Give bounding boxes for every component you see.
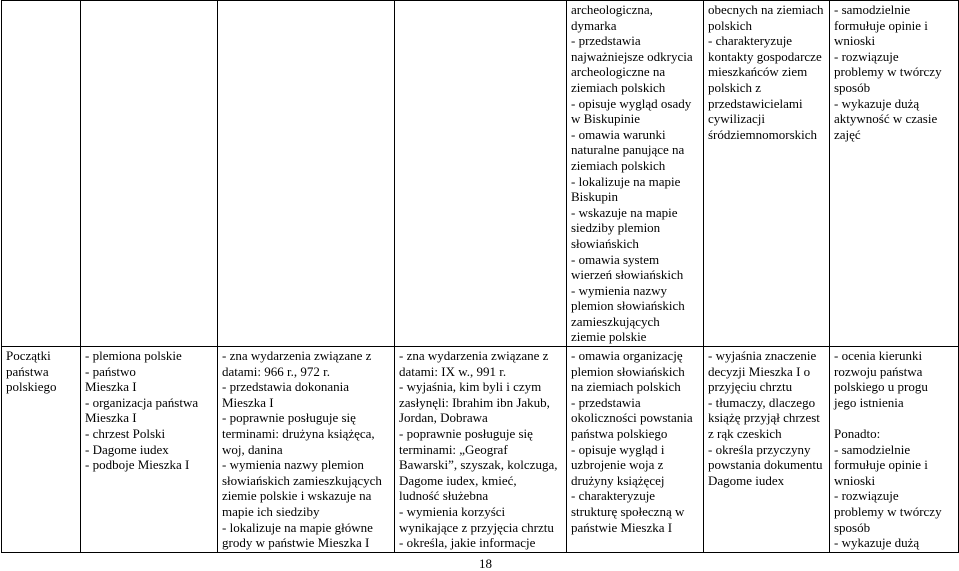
- cell-text-line: terminami: „Geograf: [399, 441, 508, 457]
- cell-text-line: - charakteryzuje: [571, 488, 656, 504]
- cell-text-line: ludność służebna: [399, 488, 489, 504]
- cell-text-line: - omawia warunki: [571, 126, 666, 142]
- page-number: 18: [479, 556, 492, 571]
- table-row: [2, 347, 959, 553]
- cell-text-line: - tłumaczy, dlaczego: [708, 394, 816, 410]
- cell-text-line: dymarka: [571, 17, 617, 33]
- cell-text-line: najważniejsze odkrycia: [571, 48, 693, 64]
- cell-text-line: - przedstawia: [571, 33, 641, 49]
- requirements-cell-celujaca: [830, 347, 959, 553]
- requirements-cell-bardzo-dobra: [704, 347, 830, 553]
- requirements-cell-bardzo-dobra: [704, 1, 830, 347]
- cell-text-line: - wykazuje dużą: [834, 95, 920, 111]
- cell-text-line: - określa, jakie informacje: [399, 535, 536, 551]
- cell-text-line: - zna wydarzenia związane z: [222, 348, 372, 364]
- cell-text-line: Początki: [6, 348, 51, 364]
- requirements-cell-dopuszczajaca: [218, 1, 395, 347]
- cell-text-line: drużyny książęcej: [571, 472, 665, 488]
- cell-text-line: problemy w twórczy: [834, 504, 942, 519]
- cell-text-line: powstania dokumentu: [708, 457, 823, 473]
- cell-text-line: - omawia organizację: [571, 348, 683, 364]
- cell-text-line: plemion słowiańskich: [571, 298, 685, 314]
- cell-text-line: okoliczności powstania: [571, 410, 693, 426]
- cell-text-line: wierzeń słowiańskich: [571, 267, 684, 283]
- cell-text-line: mieszkańców ziem: [708, 64, 808, 80]
- cell-text-line: - opisuje wygląd i: [571, 441, 665, 457]
- cell-text-line: Mieszka I: [222, 394, 274, 410]
- cell-text-line: - chrzest Polski: [85, 426, 166, 442]
- cell-text-line: państwie Mieszka I: [571, 519, 673, 535]
- cell-text-line: polskich z: [708, 79, 762, 95]
- cell-text-line: - wyjaśnia znaczenie: [708, 348, 817, 364]
- cell-text-line: - poprawnie posługuje się: [399, 426, 533, 442]
- cell-text-line: - podboje Mieszka I: [85, 457, 190, 473]
- cell-text-line: obecnych na ziemiach: [708, 2, 824, 17]
- cell-text-line: - wyjaśnia, kim byli i czym: [399, 379, 542, 395]
- cell-text-line: - samodzielnie: [834, 441, 911, 457]
- cell-text-line: - zna wydarzenia związane z: [399, 348, 549, 364]
- cell-text-line: zasłynęli: Ibrahim ibn Jakub,: [399, 394, 550, 410]
- cell-text-line: - poprawnie posługuje się: [222, 410, 356, 426]
- cell-text-line: naturalne panujące na: [571, 142, 685, 158]
- cell-text-line: słowiańskich: [571, 235, 639, 251]
- cell-text-line: mapie ich siedziby: [222, 504, 320, 519]
- cell-text-line: - ocenia kierunki: [834, 348, 923, 364]
- cell-text-line: wnioski: [834, 472, 876, 488]
- cell-text-line: [834, 410, 954, 426]
- cell-text-line: państwa polskiego: [571, 426, 668, 442]
- cell-text-line: terminami: drużyna książęca,: [222, 426, 375, 442]
- cell-text-line: rozwoju państwa: [834, 363, 923, 379]
- cell-text-line: - przedstawia: [571, 394, 641, 410]
- requirements-cell-dobra: [567, 1, 704, 347]
- cell-text-line: zamieszkujących: [571, 313, 660, 329]
- requirements-cell-celujaca: [830, 1, 959, 347]
- topic-cell: [2, 1, 81, 347]
- cell-text-line: - plemiona polskie: [85, 348, 182, 364]
- cell-text-line: - rozwiązuje: [834, 488, 899, 504]
- cell-text-line: ziemiach polskich: [571, 79, 666, 95]
- cell-text-line: problemy w twórczy: [834, 64, 942, 80]
- cell-text-line: - wymienia korzyści: [399, 504, 506, 519]
- cell-text-line: woj, danina: [222, 441, 283, 457]
- cell-text-line: ziemie polskie: [571, 329, 647, 345]
- content-cell: [81, 1, 218, 347]
- cell-text-line: - państwo: [85, 363, 136, 379]
- cell-text-line: formułuje opinie i: [834, 457, 928, 473]
- cell-text-line: - określa przyczyny: [708, 441, 811, 457]
- cell-text-line: śródziemnomorskich: [708, 126, 818, 142]
- cell-text-line: - omawia system: [571, 251, 660, 267]
- requirements-cell-dopuszczajaca: [218, 347, 395, 553]
- cell-text-line: z rąk czeskich: [708, 426, 782, 442]
- cell-text-line: datami: 966 r., 972 r.: [222, 363, 330, 379]
- cell-text-line: grody w państwie Mieszka I: [222, 535, 370, 551]
- cell-text-line: polskiego u progu: [834, 379, 928, 395]
- cell-text-line: Biskupin: [571, 189, 618, 205]
- cell-text-line: siedziby plemion: [571, 220, 661, 236]
- cell-text-line: Dagome iudex: [708, 472, 785, 488]
- cell-text-line: w Biskupinie: [571, 111, 640, 127]
- table-row: [2, 1, 959, 347]
- cell-text-line: - samodzielnie: [834, 2, 911, 17]
- cell-text-line: archeologiczne na: [571, 64, 666, 80]
- cell-text-line: ziemie polskie i wskazuje na: [222, 488, 372, 504]
- cell-text-line: decyzji Mieszka I o: [708, 363, 811, 379]
- cell-text-line: przyjęciu chrztu: [708, 379, 793, 395]
- cell-text-line: cywilizacji: [708, 111, 766, 127]
- requirements-cell-dostateczna: [395, 347, 567, 553]
- cell-text-line: - przedstawia dokonania: [222, 379, 350, 395]
- cell-text-line: państwa: [6, 363, 49, 379]
- cell-text-line: przedstawicielami: [708, 95, 803, 111]
- cell-text-line: Bawarski”, szyszak, kolczuga,: [399, 457, 558, 473]
- cell-text-line: Mieszka I: [85, 379, 137, 395]
- cell-text-line: - opisuje wygląd osady: [571, 95, 692, 111]
- requirements-cell-dostateczna: [395, 1, 567, 347]
- cell-text-line: - wymienia nazwy: [571, 282, 668, 298]
- cell-text-line: słowiańskich zamieszkujących: [222, 472, 382, 488]
- cell-text-line: wynikające z przyjęcia chrztu: [399, 519, 554, 535]
- cell-text-line: formułuje opinie i: [834, 17, 928, 33]
- cell-text-line: - lokalizuje na mapie główne: [222, 519, 373, 535]
- cell-text-line: uzbrojenie woja z: [571, 457, 664, 473]
- cell-text-line: polskich: [708, 17, 753, 33]
- cell-text-line: - wskazuje na mapie: [571, 204, 678, 220]
- cell-text-line: - organizacja państwa: [85, 394, 199, 410]
- cell-text-line: - lokalizuje na mapie: [571, 173, 681, 189]
- curriculum-table: [1, 0, 959, 553]
- cell-text-line: na ziemiach polskich: [571, 379, 681, 395]
- cell-text-line: Ponadto:: [834, 426, 881, 442]
- cell-text-line: - charakteryzuje: [708, 33, 793, 49]
- topic-cell: [2, 347, 81, 553]
- cell-text-line: polskiego: [6, 379, 57, 395]
- cell-text-line: - wykazuje dużą: [834, 535, 920, 551]
- cell-text-line: Dagome iudex, kmieć,: [399, 472, 517, 488]
- cell-text-line: wnioski: [834, 33, 876, 49]
- cell-text-line: aktywność w czasie: [834, 111, 938, 127]
- cell-text-line: archeologiczna,: [571, 2, 653, 17]
- cell-text-line: datami: IX w., 991 r.: [399, 363, 507, 379]
- cell-text-line: zajęć: [834, 126, 861, 142]
- cell-text-line: strukturę społeczną w: [571, 504, 685, 519]
- cell-text-line: - Dagome iudex: [85, 441, 169, 457]
- cell-text-line: Jordan, Dobrawa: [399, 410, 488, 426]
- cell-text-line: Mieszka I: [85, 410, 137, 426]
- cell-text-line: ziemiach polskich: [571, 157, 666, 173]
- cell-text-line: sposób: [834, 79, 871, 95]
- content-cell: [81, 347, 218, 553]
- cell-text-line: - wymienia nazwy plemion: [222, 457, 364, 473]
- requirements-cell-dobra: [567, 347, 704, 553]
- cell-text-line: książę przyjął chrzest: [708, 410, 820, 426]
- cell-text-line: jego istnienia: [834, 394, 904, 410]
- cell-text-line: plemion słowiańskich: [571, 363, 685, 379]
- cell-text-line: - rozwiązuje: [834, 48, 899, 64]
- cell-text-line: sposób: [834, 519, 871, 535]
- cell-text-line: kontakty gospodarcze: [708, 48, 822, 64]
